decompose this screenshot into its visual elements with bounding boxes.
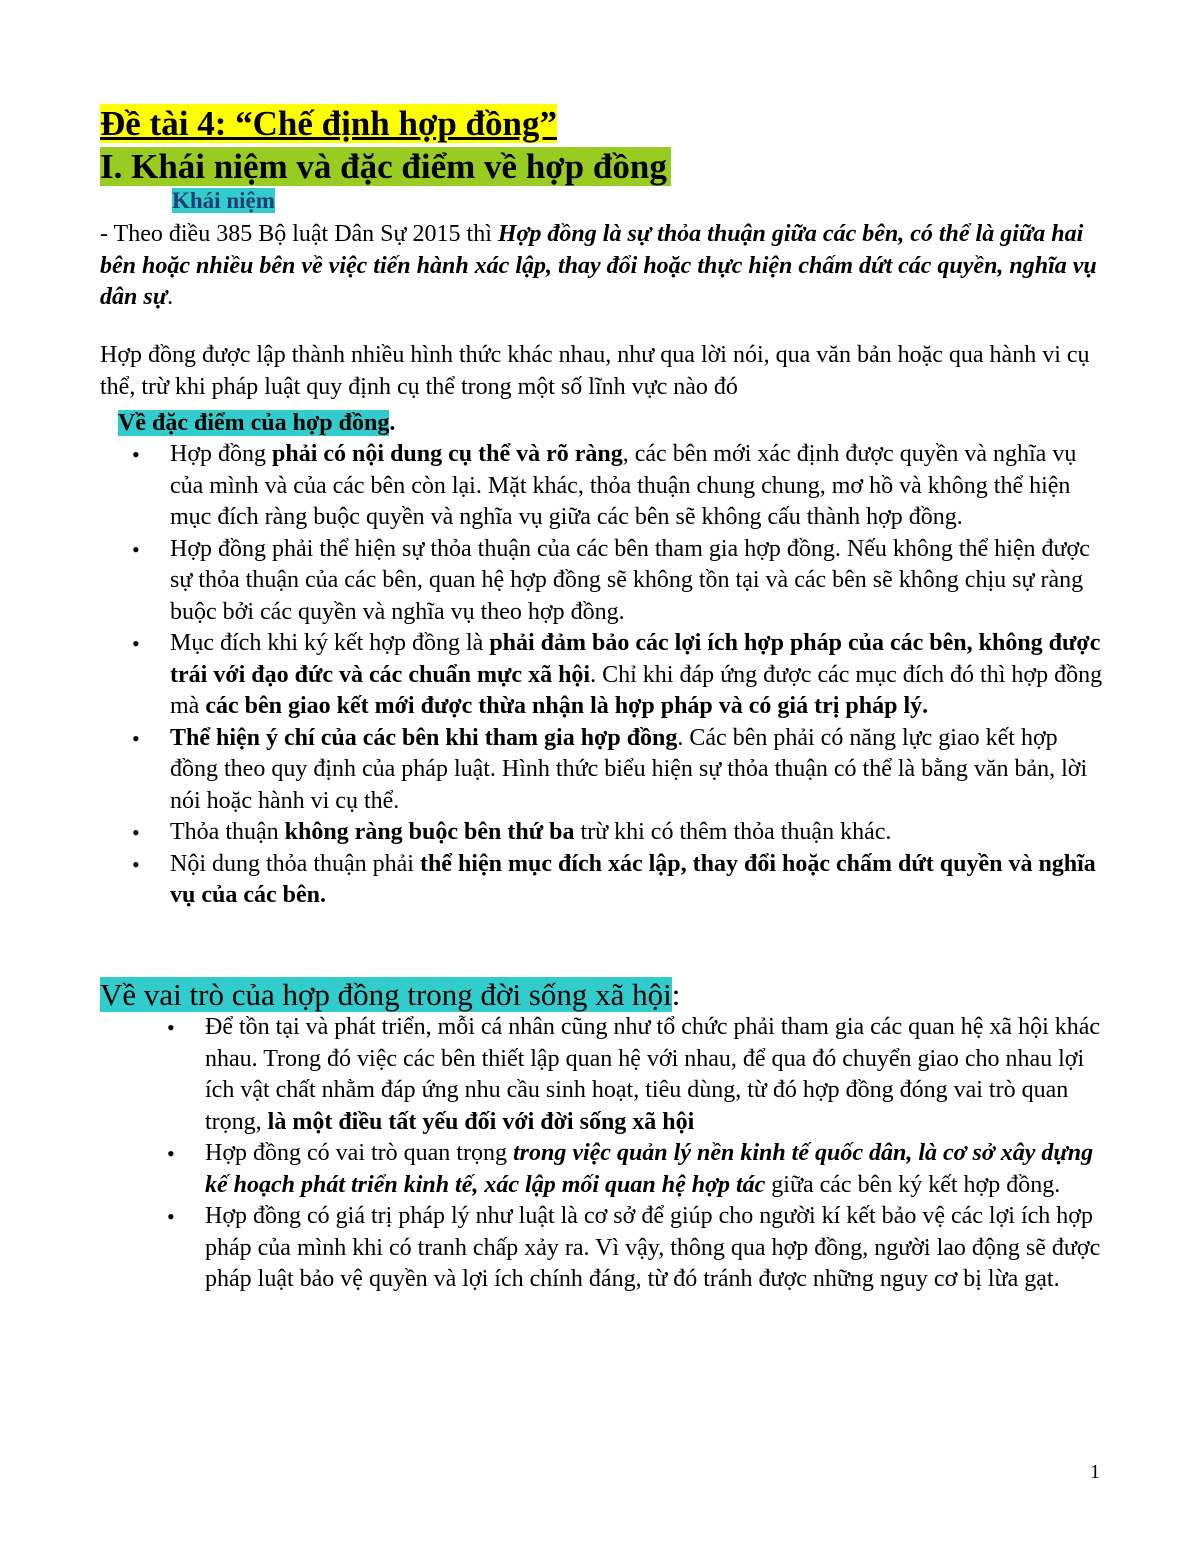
page-number: 1	[1090, 1461, 1100, 1483]
bullet-icon: •	[167, 1204, 175, 1229]
bullet-icon: •	[132, 631, 140, 656]
bullet-icon: •	[167, 1141, 175, 1166]
item-text: Hợp đồng	[170, 441, 273, 467]
item-emphasis: các bên giao kết mới được thừa nhận là hợp pháp và có giá trị pháp lý.	[205, 693, 929, 719]
document-title	[100, 100, 557, 148]
features-heading-dot: .	[389, 410, 396, 436]
role-heading	[100, 976, 680, 1014]
roles-list	[163, 1012, 1103, 1296]
features-heading	[118, 407, 395, 439]
features-heading-text: Về đặc điểm của hợp đồng	[118, 410, 390, 436]
item-text: Nội dung thỏa thuận phải	[170, 850, 420, 877]
section-heading	[100, 145, 671, 189]
list-item	[128, 849, 1103, 912]
item-text: giữa các bên ký kết hợp đồng.	[765, 1171, 1061, 1198]
item-text: Mục đích khi ký kết hợp đồng là	[170, 630, 490, 656]
section-heading-text: I. Khái niệm và đặc điểm về hợp đồng	[100, 147, 671, 186]
item-emphasis: trong việc quản lý nền kinh tế quốc dân, là cơ sở xây dựng kế hoạch phát triển kinh tế, xác lập mối quan hệ hợp tác	[205, 1140, 1094, 1198]
item-emphasis: phải đảm bảo các lợi ích hợp pháp của các bên, không được trái với đạo đức và các chuẩn mực xã hội	[170, 630, 1101, 688]
concept-heading	[172, 186, 275, 216]
role-heading-colon: :	[671, 977, 681, 1012]
concept-heading-text: Khái niệm	[172, 188, 275, 213]
concept-paragraph-end: .	[167, 284, 174, 310]
item-text: . Chỉ khi đáp ứng được các mục đích đó thì hợp đồng mà	[170, 661, 1103, 719]
item-text: , các bên mới xác định được quyền và nghĩa vụ của mình và của các bên còn lại. Mặt khác, thỏa thuận chung chung, mơ hồ và không thể hiện mục đích ràng buộc quyền và nghĩa vụ giữa các bên sẽ không cấu thành hợp đồng.	[170, 441, 1077, 530]
list-item	[128, 439, 1103, 534]
forms-paragraph: Hợp đồng được lập thành nhiều hình thức khác nhau, như qua lời nói, qua văn bản hoặc qua hành vi cụ thể, trừ khi pháp luật quy định cụ thể trong một số lĩnh vực nào đó	[100, 342, 1090, 400]
item-text: Để tồn tại và phát triển, mỗi cá nhân cũng như tổ chức phải tham gia các quan hệ xã hội khác nhau. Trong đó việc các bên thiết lập quan hệ với nhau, để qua đó chuyển giao cho nhau lợi ích vật chất nhằm đáp ứng nhu cầu sinh hoạt, tiêu dùng, từ đó hợp đồng đóng vai trò quan trọng,	[205, 1014, 1101, 1135]
bullet-icon: •	[132, 536, 140, 562]
list-item	[163, 1201, 1103, 1296]
item-emphasis: không ràng buộc bên thứ ba	[284, 819, 575, 845]
item-text: Hợp đồng có vai trò quan trọng	[205, 1140, 513, 1166]
concept-paragraph-lead: - Theo điều 385 Bộ luật Dân Sự 2015 thì	[100, 221, 498, 247]
list-item	[128, 628, 1103, 723]
list-item	[128, 534, 1103, 629]
list-item	[163, 1138, 1103, 1201]
item-text: Thỏa thuận	[170, 819, 285, 845]
item-text: Hợp đồng có giá trị pháp lý như luật là cơ sở để giúp cho người kí kết bảo vệ các lợi ích hợp pháp của mình khi có tranh chấp xảy ra. Vì vậy, thông qua hợp đồng, người lao động sẽ được pháp luật bảo vệ quyền và lợi ích chính đáng, từ đó tránh được những nguy cơ bị lừa gạt.	[205, 1203, 1101, 1292]
list-item	[163, 1012, 1103, 1138]
list-item	[128, 817, 1103, 849]
bullet-icon: •	[167, 1015, 175, 1040]
concept-paragraph	[100, 219, 1100, 314]
bullet-icon: •	[132, 442, 140, 467]
bullet-icon: •	[132, 725, 140, 751]
features-list	[128, 439, 1103, 912]
role-heading-text: Về vai trò của hợp đồng trong đời sống xã hội	[100, 977, 672, 1012]
bullet-icon: •	[132, 820, 140, 845]
item-text: . Các bên phải có năng lực giao kết hợp đồng theo quy định của pháp luật. Hình thức biểu hiện sự thỏa thuận có thể là bằng văn bản, lời nói hoặc hành vi cụ thể.	[170, 724, 1088, 814]
item-emphasis: thể hiện mục đích xác lập, thay đổi hoặc chấm dứt quyền và nghĩa vụ của các bên.	[170, 850, 1096, 908]
item-emphasis: là một điều tất yếu đối với đời sống xã hội	[267, 1108, 695, 1135]
item-text: trừ khi có thêm thỏa thuận khác.	[574, 819, 892, 845]
concept-definition: Hợp đồng là sự thỏa thuận giữa các bên, có thể là giữa hai bên hoặc nhiều bên về việc tiến hành xác lập, thay đổi hoặc thực hiện chấm dứt các quyền, nghĩa vụ dân sự	[100, 221, 1097, 310]
item-text: Hợp đồng phải thể hiện sự thỏa thuận của các bên tham gia hợp đồng. Nếu không thể hiện được sự thỏa thuận của các bên, quan hệ hợp đồng sẽ không tồn tại và các bên sẽ không chịu sự ràng buộc bởi các quyền và nghĩa vụ theo hợp đồng.	[170, 535, 1090, 625]
list-item	[128, 723, 1103, 818]
item-emphasis: Thể hiện ý chí của các bên khi tham gia hợp đồng	[170, 724, 678, 751]
bullet-icon: •	[132, 851, 140, 877]
item-emphasis: phải có nội dung cụ thể và rõ ràng	[272, 441, 623, 467]
document-title-text: Đề tài 4: “Chế định hợp đồng”	[100, 104, 557, 143]
